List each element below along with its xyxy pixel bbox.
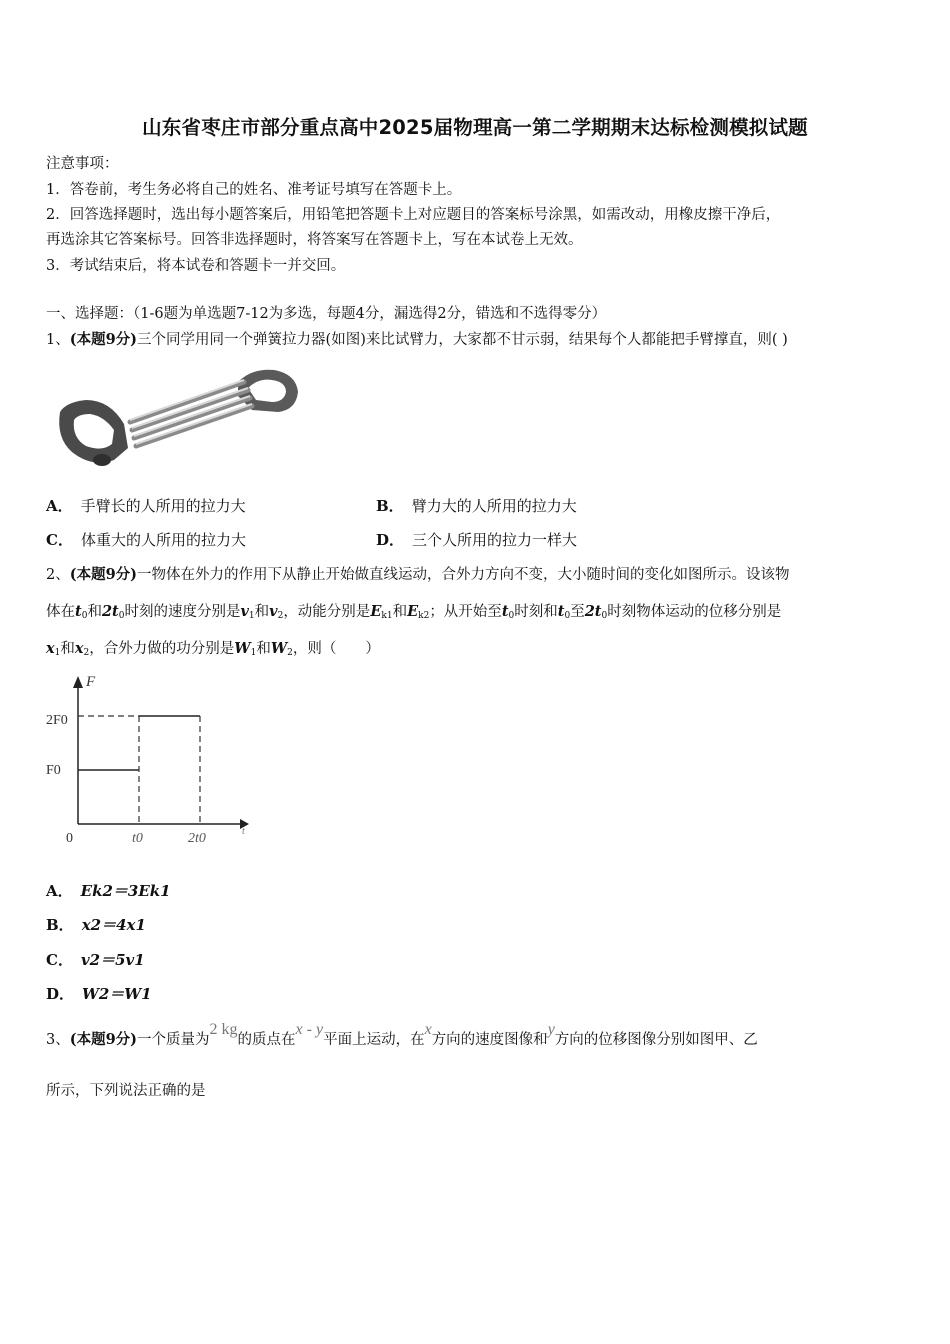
sub: 1 <box>248 611 255 621</box>
question-3-line-1 <box>46 1021 758 1049</box>
q2-option-c[interactable] <box>46 949 145 970</box>
var: t <box>557 603 565 620</box>
option-key: D． <box>376 531 405 549</box>
sub: 2 <box>277 611 284 621</box>
spring-expander-image <box>52 360 302 475</box>
text: 和 <box>392 604 408 620</box>
y-tick-2f0: 2F0 <box>46 713 68 728</box>
text: ；从开始至 <box>429 604 502 620</box>
text: ，则（ ） <box>292 641 380 657</box>
q2-option-d[interactable] <box>46 983 152 1004</box>
option-text: Ek2＝3Ek1 <box>80 882 171 900</box>
var: W <box>234 640 251 657</box>
text: 平面上运动，在 <box>323 1032 425 1048</box>
option-text: 体重大的人所用的拉力大 <box>80 531 246 549</box>
q2-option-b[interactable] <box>46 914 146 935</box>
q2-option-a[interactable] <box>46 880 171 901</box>
option-text: 三个人所用的拉力一样大 <box>412 531 578 549</box>
option-key: B． <box>46 916 74 934</box>
var: 2t <box>101 603 119 620</box>
x-axis-label: t <box>242 826 245 837</box>
var: v <box>240 603 249 620</box>
sub: 0 <box>81 611 88 621</box>
sub: 1 <box>54 648 61 658</box>
option-key: D． <box>46 985 75 1003</box>
sub: k2 <box>418 611 430 621</box>
text: 至 <box>570 604 585 620</box>
y-direction: y <box>547 1021 555 1038</box>
force-time-graph <box>44 668 254 848</box>
var: W <box>270 640 288 657</box>
var: v <box>269 603 278 620</box>
question-number: 2、 <box>46 567 70 583</box>
var: t <box>75 603 82 620</box>
question-2-line-2 <box>46 600 781 621</box>
text: 方向的位移图像分别如图甲、乙 <box>554 1032 758 1048</box>
option-key: C． <box>46 951 73 969</box>
x-tick-t0: t0 <box>132 831 143 846</box>
sub: 2 <box>287 648 293 658</box>
text: ，动能分别是 <box>283 604 371 620</box>
y-axis-label: F <box>86 674 96 690</box>
text: 体在 <box>46 604 75 620</box>
question-text: 三个同学用同一个弹簧拉力器(如图)来比试臂力，大家都不甘示弱，结果每个人都能把手臂撑直，则( ) <box>137 332 788 348</box>
question-1 <box>46 328 788 349</box>
sub: 1 <box>250 648 257 658</box>
text: ，合外力做的功分别是 <box>89 641 235 657</box>
plane-label: x - y <box>295 1021 324 1038</box>
sub: 0 <box>601 611 608 621</box>
text: 时刻物体运动的位移分别是 <box>607 604 782 620</box>
sub: 0 <box>118 611 125 621</box>
sub: 0 <box>564 611 571 621</box>
sub: 0 <box>508 611 515 621</box>
page-title: 山东省枣庄市部分重点高中2025届物理高一第二学期期末达标检测模拟试题 <box>142 116 808 139</box>
var: E <box>370 603 382 620</box>
sub: 2 <box>83 648 90 658</box>
y-axis-arrow-icon <box>73 676 83 688</box>
text: 方向的速度图像和 <box>431 1032 548 1048</box>
var: x <box>46 640 55 657</box>
option-text: 手臂长的人所用的拉力大 <box>80 497 246 515</box>
notice-item-2: 2．回答选择题时，选出每小题答案后，用铅笔把答题卡上对应题目的答案标号涂黑，如需改动，用橡皮擦干净后， <box>46 207 781 223</box>
text: 和 <box>87 604 102 620</box>
option-key: B． <box>376 497 404 515</box>
option-key: A． <box>46 497 73 515</box>
notice-heading: 注意事项： <box>46 156 119 172</box>
option-key: C． <box>46 531 73 549</box>
option-text: W2＝W1 <box>82 985 152 1003</box>
notice-item-2-cont: 再选涂其它答案标号。回答非选择题时，将答案写在答题卡上，写在本试卷上无效。 <box>46 232 583 248</box>
question-number: 1、 <box>46 332 70 348</box>
text: 时刻的速度分别是 <box>124 604 241 620</box>
section-heading: 一、选择题：（1-6题为单选题7-12为多选，每题4分，漏选得2分，错选和不选得零分） <box>46 306 607 322</box>
x-tick-2t0: 2t0 <box>188 831 206 846</box>
var: E <box>407 603 419 620</box>
option-text: v2＝5v1 <box>80 951 145 969</box>
text: 和 <box>256 641 271 657</box>
text: 的质点在 <box>237 1032 296 1048</box>
question-number: 3、 <box>46 1032 70 1048</box>
option-text: 臂力大的人所用的拉力大 <box>411 497 577 515</box>
option-key: A． <box>46 882 73 900</box>
x-tick-0: 0 <box>66 831 73 846</box>
question-3-line-2: 所示，下列说法正确的是 <box>46 1083 206 1099</box>
text: 一个质量为 <box>137 1032 210 1048</box>
q1-option-c[interactable] <box>46 529 246 550</box>
q1-option-b[interactable] <box>376 495 577 516</box>
question-text: 一物体在外力的作用下从静止开始做直线运动，合外力方向不变，大小随时间的变化如图所示。设该物 <box>137 567 790 583</box>
notice-item-3: 3．考试结束后，将本试卷和答题卡一并交回。 <box>46 258 346 274</box>
q1-option-a[interactable] <box>46 495 246 516</box>
var: t <box>501 603 509 620</box>
var: x <box>74 640 84 657</box>
option-text: x2＝4x1 <box>81 916 146 934</box>
question-score: (本题9分) <box>69 1031 138 1048</box>
x-direction: x <box>424 1021 432 1038</box>
text: 和 <box>60 641 75 657</box>
question-2-line-3 <box>46 637 380 658</box>
text: 时刻和 <box>514 604 558 620</box>
y-tick-f0: F0 <box>46 763 61 778</box>
mass-value: 2 kg <box>209 1021 238 1038</box>
var: 2t <box>584 603 602 620</box>
question-2-line-1 <box>46 563 790 584</box>
sub: k1 <box>381 611 393 621</box>
question-score: (本题9分) <box>69 566 138 583</box>
text: 和 <box>254 604 270 620</box>
q1-option-d[interactable] <box>376 529 577 550</box>
notice-item-1: 1．答卷前，考生务必将自己的姓名、准考证号填写在答题卡上。 <box>46 182 462 198</box>
question-score: (本题9分) <box>69 331 138 348</box>
